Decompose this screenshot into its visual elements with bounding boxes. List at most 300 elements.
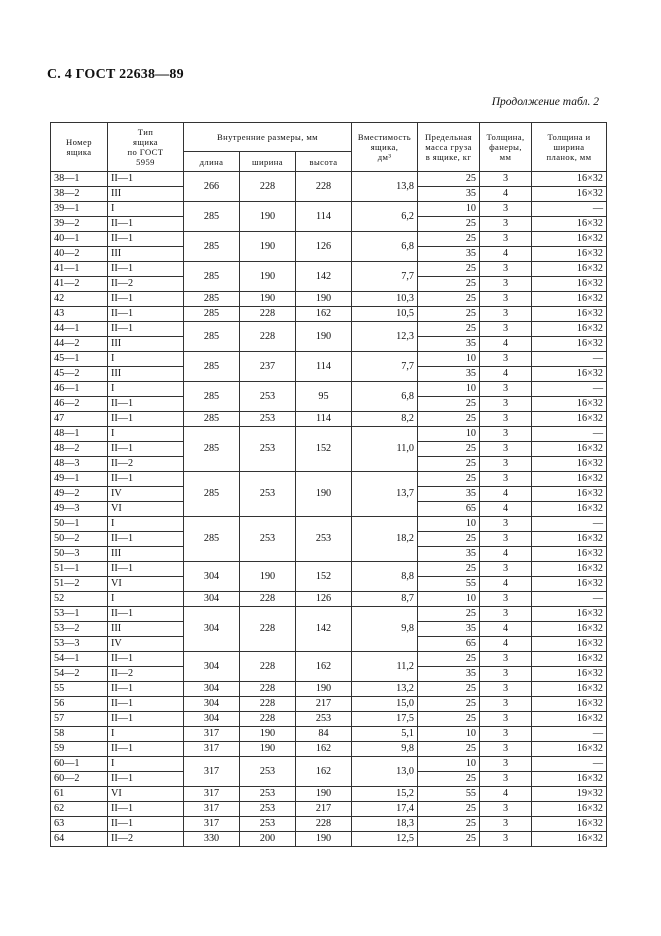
box-number-cell: 60—2 [51,772,108,787]
plywood-thickness-cell: 4 [480,787,532,802]
length-cell: 304 [184,682,240,697]
max-mass-cell: 25 [418,277,480,292]
plank-size-cell: — [532,202,607,217]
width-cell: 253 [240,817,296,832]
plank-size-cell: — [532,757,607,772]
plank-size-cell: 16×32 [532,562,607,577]
box-number-cell: 40—1 [51,232,108,247]
table-row [51,427,607,442]
table-row [51,292,607,307]
box-number-cell: 46—1 [51,382,108,397]
header-box-number: Номер ящика [51,123,108,172]
table-row [51,832,607,847]
width-cell: 253 [240,787,296,802]
box-type-cell: II—1 [108,322,184,337]
plank-size-cell: 16×32 [532,337,607,352]
plywood-thickness-cell: 3 [480,442,532,457]
plank-size-cell: 16×32 [532,502,607,517]
plywood-thickness-cell: 3 [480,832,532,847]
box-type-cell: II—2 [108,277,184,292]
width-cell: 253 [240,757,296,787]
length-cell: 304 [184,592,240,607]
table-row [51,322,607,337]
box-type-cell: III [108,337,184,352]
height-cell: 84 [296,727,352,742]
max-mass-cell: 35 [418,367,480,382]
height-cell: 126 [296,232,352,262]
height-cell: 190 [296,292,352,307]
length-cell: 285 [184,307,240,322]
table-row [51,202,607,217]
box-type-cell: II—1 [108,262,184,277]
box-type-cell: II—2 [108,667,184,682]
length-cell: 304 [184,607,240,652]
box-type-cell: III [108,187,184,202]
width-cell: 200 [240,832,296,847]
box-number-cell: 46—2 [51,397,108,412]
width-cell: 228 [240,607,296,652]
plank-size-cell: 16×32 [532,547,607,562]
box-type-cell: II—1 [108,817,184,832]
height-cell: 217 [296,697,352,712]
length-cell: 285 [184,352,240,382]
height-cell: 162 [296,757,352,787]
volume-cell: 9,8 [352,742,418,757]
volume-cell: 12,3 [352,322,418,352]
table-row [51,262,607,277]
box-type-cell: II—1 [108,802,184,817]
height-cell: 228 [296,817,352,832]
volume-cell: 7,7 [352,262,418,292]
plank-size-cell: — [532,382,607,397]
box-number-cell: 54—1 [51,652,108,667]
width-cell: 228 [240,682,296,697]
box-type-cell: I [108,202,184,217]
plank-size-cell: 16×32 [532,832,607,847]
box-type-cell: I [108,592,184,607]
max-mass-cell: 10 [418,382,480,397]
header-plywood-thickness: Толщина, фанеры, мм [480,123,532,172]
width-cell: 190 [240,742,296,757]
height-cell: 95 [296,382,352,412]
plywood-thickness-cell: 3 [480,817,532,832]
max-mass-cell: 10 [418,727,480,742]
box-number-cell: 58 [51,727,108,742]
plywood-thickness-cell: 3 [480,517,532,532]
box-type-cell: II—1 [108,292,184,307]
box-type-cell: VI [108,577,184,592]
plywood-thickness-cell: 3 [480,727,532,742]
plank-size-cell: 16×32 [532,622,607,637]
box-number-cell: 54—2 [51,667,108,682]
plywood-thickness-cell: 3 [480,772,532,787]
box-number-cell: 48—3 [51,457,108,472]
box-number-cell: 45—1 [51,352,108,367]
length-cell: 317 [184,727,240,742]
height-cell: 190 [296,682,352,697]
plank-size-cell: 16×32 [532,457,607,472]
width-cell: 228 [240,712,296,727]
length-cell: 304 [184,652,240,682]
plank-size-cell: 16×32 [532,442,607,457]
plywood-thickness-cell: 3 [480,607,532,622]
box-number-cell: 38—1 [51,172,108,187]
plank-size-cell: 16×32 [532,307,607,322]
width-cell: 228 [240,652,296,682]
plywood-thickness-cell: 3 [480,802,532,817]
volume-cell: 8,7 [352,592,418,607]
plywood-thickness-cell: 3 [480,742,532,757]
width-cell: 253 [240,412,296,427]
height-cell: 162 [296,742,352,757]
plank-size-cell: 16×32 [532,487,607,502]
max-mass-cell: 25 [418,292,480,307]
volume-cell: 18,2 [352,517,418,562]
max-mass-cell: 25 [418,532,480,547]
box-number-cell: 59 [51,742,108,757]
table-row [51,697,607,712]
box-number-cell: 41—1 [51,262,108,277]
box-type-cell: II—1 [108,742,184,757]
plank-size-cell: 16×32 [532,367,607,382]
box-number-cell: 38—2 [51,187,108,202]
table-row [51,757,607,772]
page-title: С. 4 ГОСТ 22638—89 [47,67,184,82]
volume-cell: 13,7 [352,472,418,517]
height-cell: 253 [296,517,352,562]
plywood-thickness-cell: 4 [480,187,532,202]
width-cell: 253 [240,382,296,412]
header-volume: Вместимость ящика, дм³ [352,123,418,172]
plank-size-cell: — [532,727,607,742]
height-cell: 114 [296,412,352,427]
volume-cell: 6,8 [352,232,418,262]
volume-cell: 13,8 [352,172,418,202]
max-mass-cell: 25 [418,742,480,757]
width-cell: 228 [240,592,296,607]
height-cell: 190 [296,787,352,802]
plywood-thickness-cell: 3 [480,682,532,697]
height-cell: 190 [296,322,352,352]
table-row [51,592,607,607]
volume-cell: 5,1 [352,727,418,742]
plywood-thickness-cell: 3 [480,427,532,442]
box-type-cell: II—1 [108,217,184,232]
box-number-cell: 62 [51,802,108,817]
max-mass-cell: 25 [418,712,480,727]
plank-size-cell: 16×32 [532,577,607,592]
max-mass-cell: 25 [418,172,480,187]
volume-cell: 12,5 [352,832,418,847]
header-inner-dimensions: Внутренние размеры, мм [184,123,352,152]
length-cell: 285 [184,382,240,412]
height-cell: 217 [296,802,352,817]
box-number-cell: 48—2 [51,442,108,457]
plywood-thickness-cell: 3 [480,397,532,412]
box-type-cell: II—1 [108,412,184,427]
plank-size-cell: 16×32 [532,292,607,307]
table-row [51,307,607,322]
box-number-cell: 39—2 [51,217,108,232]
max-mass-cell: 65 [418,637,480,652]
box-number-cell: 44—2 [51,337,108,352]
max-mass-cell: 25 [418,607,480,622]
height-cell: 152 [296,427,352,472]
volume-cell: 17,5 [352,712,418,727]
plywood-thickness-cell: 3 [480,202,532,217]
volume-cell: 10,5 [352,307,418,322]
width-cell: 228 [240,322,296,352]
plywood-thickness-cell: 4 [480,547,532,562]
box-number-cell: 42 [51,292,108,307]
width-cell: 228 [240,172,296,202]
plank-size-cell: 16×32 [532,697,607,712]
width-cell: 253 [240,517,296,562]
plank-size-cell: 16×32 [532,652,607,667]
length-cell: 285 [184,322,240,352]
box-number-cell: 60—1 [51,757,108,772]
plank-size-cell: 19×32 [532,787,607,802]
plank-size-cell: 16×32 [532,607,607,622]
box-number-cell: 49—3 [51,502,108,517]
volume-cell: 10,3 [352,292,418,307]
box-type-cell: II—1 [108,772,184,787]
max-mass-cell: 25 [418,457,480,472]
table-row [51,802,607,817]
plank-size-cell: 16×32 [532,667,607,682]
box-type-cell: II—1 [108,397,184,412]
length-cell: 317 [184,817,240,832]
length-cell: 317 [184,742,240,757]
box-type-cell: II—1 [108,712,184,727]
height-cell: 162 [296,307,352,322]
box-type-cell: I [108,757,184,772]
box-number-cell: 51—1 [51,562,108,577]
plank-size-cell: 16×32 [532,217,607,232]
max-mass-cell: 35 [418,247,480,262]
max-mass-cell: 25 [418,832,480,847]
table-row [51,712,607,727]
box-number-cell: 64 [51,832,108,847]
box-number-cell: 50—2 [51,532,108,547]
box-type-cell: II—1 [108,562,184,577]
plywood-thickness-cell: 4 [480,487,532,502]
height-cell: 253 [296,712,352,727]
plank-size-cell: 16×32 [532,682,607,697]
table-row [51,172,607,187]
table-row [51,562,607,577]
plywood-thickness-cell: 3 [480,562,532,577]
height-cell: 162 [296,652,352,682]
max-mass-cell: 25 [418,652,480,667]
table-row [51,412,607,427]
table-row [51,817,607,832]
length-cell: 317 [184,787,240,802]
max-mass-cell: 25 [418,772,480,787]
length-cell: 285 [184,412,240,427]
max-mass-cell: 25 [418,697,480,712]
plywood-thickness-cell: 3 [480,217,532,232]
plywood-thickness-cell: 3 [480,712,532,727]
plank-size-cell: 16×32 [532,172,607,187]
box-number-cell: 47 [51,412,108,427]
plywood-thickness-cell: 4 [480,502,532,517]
table-body [51,172,607,847]
plywood-thickness-cell: 3 [480,667,532,682]
box-type-cell: IV [108,487,184,502]
box-type-cell: II—1 [108,232,184,247]
box-type-cell: II—1 [108,652,184,667]
plank-size-cell: — [532,352,607,367]
width-cell: 190 [240,232,296,262]
box-number-cell: 51—2 [51,577,108,592]
table-continuation-label: Продолжение табл. 2 [491,96,599,108]
table-row [51,787,607,802]
plywood-thickness-cell: 3 [480,352,532,367]
plywood-thickness-cell: 4 [480,637,532,652]
volume-cell: 9,8 [352,607,418,652]
box-number-cell: 53—2 [51,622,108,637]
box-number-cell: 52 [51,592,108,607]
width-cell: 237 [240,352,296,382]
volume-cell: 7,7 [352,352,418,382]
max-mass-cell: 25 [418,232,480,247]
box-type-cell: I [108,517,184,532]
plank-size-cell: 16×32 [532,262,607,277]
max-mass-cell: 10 [418,757,480,772]
plywood-thickness-cell: 3 [480,172,532,187]
max-mass-cell: 10 [418,427,480,442]
max-mass-cell: 25 [418,307,480,322]
header-max-mass: Предельная масса груза в ящике, кг [418,123,480,172]
table-row [51,352,607,367]
width-cell: 190 [240,562,296,592]
plywood-thickness-cell: 3 [480,277,532,292]
table-row [51,742,607,757]
plywood-thickness-cell: 3 [480,232,532,247]
volume-cell: 11,0 [352,427,418,472]
length-cell: 285 [184,292,240,307]
box-number-cell: 44—1 [51,322,108,337]
volume-cell: 18,3 [352,817,418,832]
box-number-cell: 50—3 [51,547,108,562]
volume-cell: 11,2 [352,652,418,682]
volume-cell: 15,2 [352,787,418,802]
height-cell: 114 [296,202,352,232]
length-cell: 317 [184,757,240,787]
volume-cell: 8,2 [352,412,418,427]
table-row [51,517,607,532]
box-number-cell: 41—2 [51,277,108,292]
plank-size-cell: 16×32 [532,322,607,337]
plank-size-cell: 16×32 [532,397,607,412]
length-cell: 285 [184,517,240,562]
plywood-thickness-cell: 4 [480,622,532,637]
volume-cell: 13,0 [352,757,418,787]
box-number-cell: 49—2 [51,487,108,502]
max-mass-cell: 25 [418,562,480,577]
volume-cell: 13,2 [352,682,418,697]
plank-size-cell: 16×32 [532,277,607,292]
table-row [51,652,607,667]
width-cell: 253 [240,472,296,517]
box-number-cell: 40—2 [51,247,108,262]
length-cell: 285 [184,202,240,232]
max-mass-cell: 25 [418,397,480,412]
height-cell: 228 [296,172,352,202]
table-row [51,472,607,487]
volume-cell: 6,8 [352,382,418,412]
max-mass-cell: 25 [418,217,480,232]
box-type-cell: II—1 [108,307,184,322]
length-cell: 330 [184,832,240,847]
max-mass-cell: 35 [418,547,480,562]
max-mass-cell: 25 [418,442,480,457]
max-mass-cell: 25 [418,472,480,487]
plywood-thickness-cell: 4 [480,577,532,592]
max-mass-cell: 55 [418,577,480,592]
box-type-cell: I [108,427,184,442]
box-type-cell: III [108,367,184,382]
plank-size-cell: — [532,592,607,607]
volume-cell: 8,8 [352,562,418,592]
plank-size-cell: 16×32 [532,472,607,487]
max-mass-cell: 10 [418,517,480,532]
plywood-thickness-cell: 4 [480,247,532,262]
plank-size-cell: 16×32 [532,817,607,832]
width-cell: 190 [240,727,296,742]
length-cell: 304 [184,712,240,727]
box-type-cell: III [108,547,184,562]
max-mass-cell: 25 [418,817,480,832]
height-cell: 190 [296,472,352,517]
box-type-cell: III [108,247,184,262]
box-type-cell: II—2 [108,832,184,847]
volume-cell: 15,0 [352,697,418,712]
length-cell: 266 [184,172,240,202]
length-cell: 285 [184,262,240,292]
table-row [51,382,607,397]
box-type-cell: VI [108,502,184,517]
box-type-cell: II—1 [108,172,184,187]
height-cell: 114 [296,352,352,382]
plank-size-cell: 16×32 [532,232,607,247]
plywood-thickness-cell: 3 [480,592,532,607]
header-box-type: Тип ящика по ГОСТ 5959 [108,123,184,172]
width-cell: 190 [240,202,296,232]
table-row [51,232,607,247]
header-plank-size: Толщина и ширина планок, мм [532,123,607,172]
plank-size-cell: 16×32 [532,532,607,547]
plank-size-cell: 16×32 [532,637,607,652]
plank-size-cell: 16×32 [532,712,607,727]
max-mass-cell: 10 [418,352,480,367]
table-row [51,607,607,622]
max-mass-cell: 25 [418,322,480,337]
header-width: ширина [240,152,296,172]
max-mass-cell: 25 [418,682,480,697]
box-type-cell: II—1 [108,472,184,487]
width-cell: 253 [240,802,296,817]
table-row [51,682,607,697]
width-cell: 253 [240,427,296,472]
width-cell: 190 [240,292,296,307]
volume-cell: 6,2 [352,202,418,232]
max-mass-cell: 35 [418,337,480,352]
width-cell: 190 [240,262,296,292]
box-number-cell: 63 [51,817,108,832]
box-number-cell: 39—1 [51,202,108,217]
